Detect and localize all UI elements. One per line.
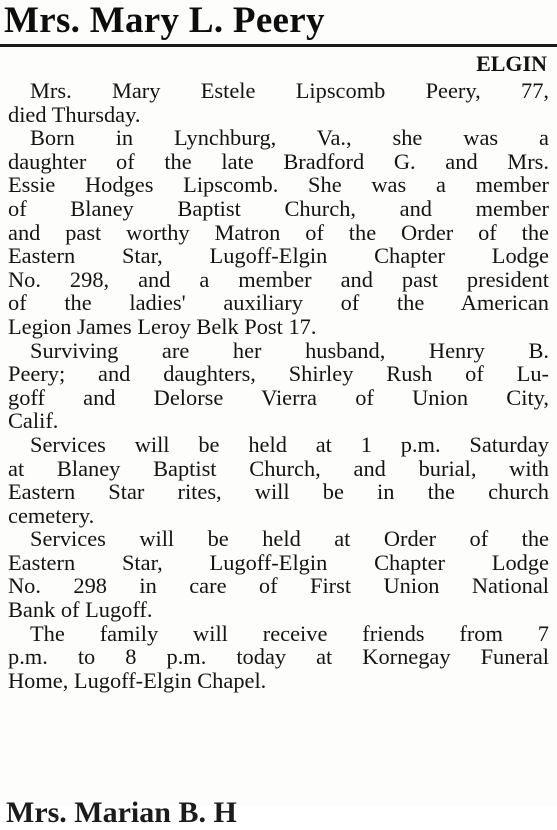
dateline: ELGIN [476, 51, 547, 76]
text-line: No. 298, and a member and past president [8, 266, 549, 292]
text-line: died Thursday. [8, 101, 141, 127]
text-line: Home, Lugoff-Elgin Chapel. [8, 667, 267, 693]
text-line: and past worthy Matron of the Order of the [8, 219, 549, 245]
text-line: Surviving are her husband, Henry B. [30, 337, 549, 363]
text-line: of Blaney Baptist Church, and member [8, 195, 549, 221]
text-line: Services will be held at 1 p.m. Saturday [30, 431, 549, 457]
text-line: No. 298 in care of First Union National [8, 573, 549, 599]
text-line: daughter of the late Bradford G. and Mrs. [8, 148, 549, 174]
text-line: Eastern Star rites, will be in the church [8, 479, 549, 505]
text-line: goff and Delorse Vierra of Union City, [8, 384, 549, 410]
text-line: Bank of Lugoff. [8, 597, 153, 623]
headline-rule [0, 44, 557, 47]
text-line: Calif. [8, 408, 59, 434]
next-obituary-headline-partial [6, 796, 426, 829]
text-line: p.m. to 8 p.m. today at Kornegay Funeral [8, 644, 549, 670]
text-line: Eastern Star, Lugoff-Elgin Chapter Lodge [8, 243, 549, 269]
text-line: Peery; and daughters, Shirley Rush of Lu- [8, 361, 549, 387]
text-line: of the ladies' auxiliary of the American [8, 290, 549, 316]
text-line: Eastern Star, Lugoff-Elgin Chapter Lodge [8, 549, 549, 575]
text-line: Born in Lynchburg, Va., she was a [30, 125, 549, 151]
next-headline-text: Mrs. Marian B. H [6, 796, 237, 829]
text-line: at Blaney Baptist Church, and burial, with [8, 455, 549, 481]
obituary-body [8, 79, 549, 692]
obituary-headline: Mrs. Mary L. Peery [4, 0, 325, 41]
text-line: Services will be held at Order of the [30, 526, 549, 552]
text-line: The family will receive friends from 7 [30, 620, 549, 646]
text-line: Legion James Leroy Belk Post 17. [8, 313, 317, 339]
text-line: Essie Hodges Lipscomb. She was a member [8, 172, 549, 198]
text-line: cemetery. [8, 502, 95, 528]
text-line: Mrs. Mary Estele Lipscomb Peery, 77, [30, 78, 549, 103]
